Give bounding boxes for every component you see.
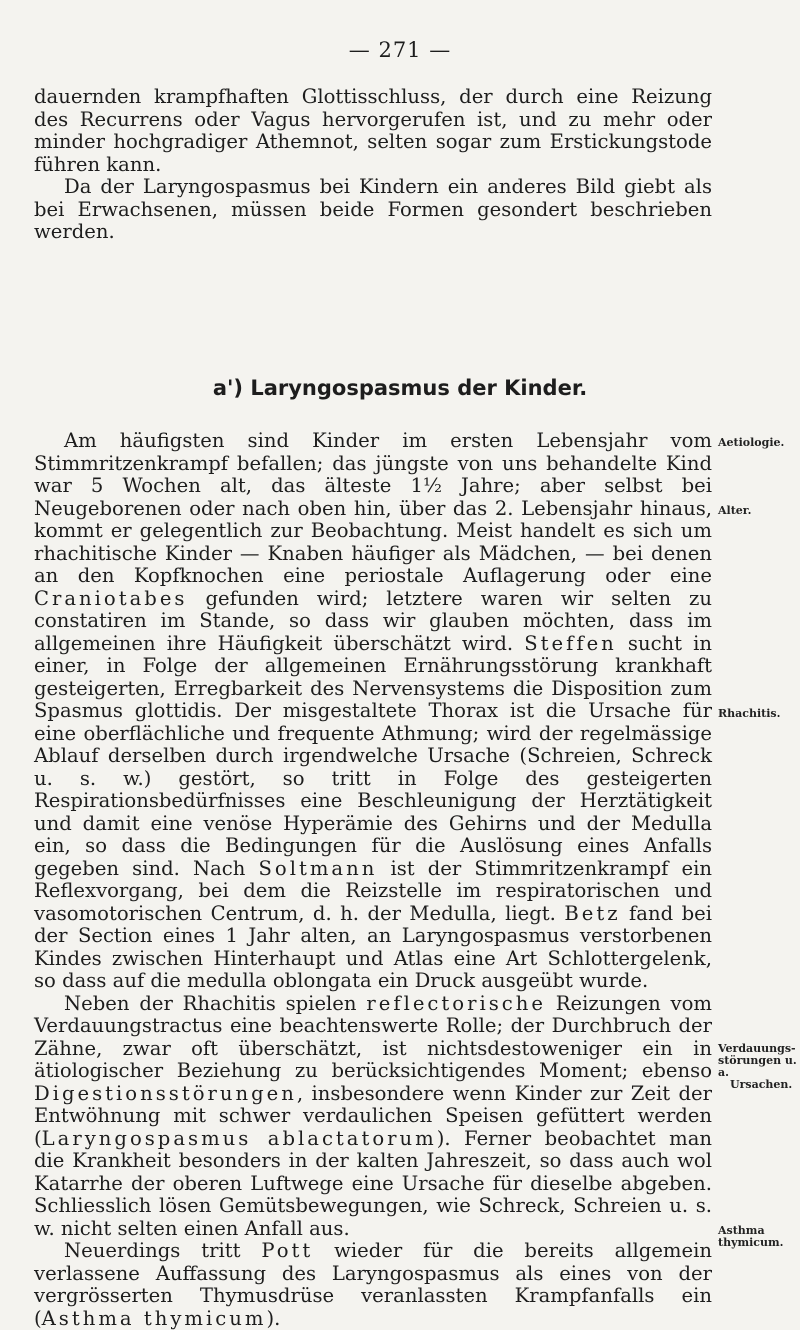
paragraph-1-text: Am häufigsten sind Kinder im ersten Lebensjahr vom Stimmritzenkrampf befallen; das jüngste von uns behandelte Kind war 5 Wochen alt, das älteste 1½ Jahre; aber selbst bei Neugeborenen oder nach oben hin, über das 2. Lebensjahr hinaus, kommt er gelegentlich zur Beobachtung. Meist handelt es sich um rhachitische Kinder — Knaben häufiger als Mädchen, — bei denen an den Kopfknochen eine periostale Auflagerung oder eine bbox=[34, 429, 712, 587]
margin-note-rhachitis: Rhachitis. bbox=[718, 707, 781, 720]
margin-note-asthma-line-1: Asthma bbox=[718, 1224, 765, 1237]
term-reflectorische: reflectorische bbox=[366, 991, 546, 1015]
margin-note-asthma-line-2: thymicum. bbox=[718, 1236, 784, 1249]
author-betz: Betz bbox=[564, 901, 621, 925]
intro-paragraph-1: dauernden krampfhaften Glottisschluss, der durch eine Reizung des Recurrens oder Vagus hervorgerufen ist, und zu mehr oder minder hochgradiger Athemnot, selten sogar zum Erstickungstode führen kann. bbox=[34, 85, 712, 176]
term-craniotabes: Craniotabes bbox=[34, 586, 188, 610]
author-pott: Pott bbox=[261, 1239, 314, 1262]
paragraph-2-text: , insbesondere wenn Kinder zur Zeit der Entwöhnung mit schwer verdaulichen Speisen gefüttert werden ( bbox=[34, 1081, 712, 1150]
term-asthma-thymicum: Asthma thymicum bbox=[41, 1306, 267, 1330]
paragraph-2-text: Reizungen vom Verdauungstractus eine beachtenswerte Rolle; der Durchbruch der Zähne, zwar oft überschätzt, ist nichtsdestoweniger ein in ätiologischer Beziehung zu berücksichtigendes Moment; ebenso bbox=[34, 991, 712, 1082]
author-soltmann: Soltmann bbox=[258, 856, 378, 880]
page-number: — 271 — bbox=[348, 38, 452, 62]
margin-note-alter: Alter. bbox=[718, 504, 752, 517]
margin-note-verdauung bbox=[718, 1043, 798, 1091]
section-heading: a') Laryngospasmus der Kinder. bbox=[212, 376, 588, 400]
intro-paragraph-2: Da der Laryngospasmus bei Kindern ein anderes Bild giebt als bei Erwachsenen, müssen beide Formen gesondert beschrieben werden. bbox=[34, 175, 712, 243]
margin-note-aetiologie: Aetiologie. bbox=[718, 436, 785, 449]
margin-note-verdauung-line-2: störungen u. a. bbox=[718, 1054, 797, 1079]
paragraph-3-text: wieder für die bereits allgemein verlassene Auffassung des Laryngospasmus als eines von der vergrösserten Thymusdrüse veranlassten Krampfanfalls ein ( bbox=[34, 1239, 712, 1330]
paragraph-1-text: sucht in einer, in Folge der allgemeinen Ernährungsstörung krankhaft gesteigerten, Erregbarkeit des Nervensystems die Disposition zum Spasmus glottidis. Der misgestaltete Thorax ist die Ursache für eine oberflächliche und frequente Athmung; wird der regelmässige Ablauf derselben durch irgendwelche Ursache (Schreien, Schreck u. s. w.) gestört, so tritt in Folge des gesteigerten Respirationsbedürfnisses eine Beschleunigung der Herztätigkeit und damit eine venöse Hyperämie des Gehirns und der Medulla ein, so dass die Bedingungen für die Auslösung eines Anfalls gegeben sind. Nach bbox=[34, 631, 712, 880]
paragraph-1-text: ist der Stimmritzenkrampf ein Reflexvorgang, bei dem die Reizstelle im respiratorischen und vasomotorischen Centrum, d. h. der Medulla, liegt. bbox=[34, 856, 712, 925]
margin-note-verdauung-line-3: Ursachen. bbox=[730, 1078, 793, 1091]
paragraph-1 bbox=[34, 430, 712, 993]
term-laryngospasmus-ablactatorum: Laryngospasmus ablactatorum bbox=[41, 1126, 437, 1150]
paragraph-2-text: ). Ferner beobachtet man die Krankheit besonders in der kalten Jahreszeit, so dass auch wol Katarrhe der oberen Luftwege eine Ursache für dieselbe abgeben. Schliesslich lösen Gemütsbewegungen, wie Schreck, Schreien u. s. w. nicht selten einen Anfall aus. bbox=[34, 1126, 713, 1240]
paragraph-3-text: ). bbox=[266, 1306, 281, 1330]
body-text bbox=[34, 430, 712, 1330]
paragraph-3-text: Neuerdings tritt bbox=[64, 1239, 262, 1262]
paragraph-1-text: fand bei der Section eines 1 Jahr alten, an Laryngospasmus verstorbenen Kindes zwischen Hinterhaupt und Atlas eine Art Schlottergelenk, so dass auf die medulla oblongata ein Druck ausgeübt wurde. bbox=[34, 901, 712, 992]
paragraph-1-text: gefunden wird; letztere waren wir selten zu constatiren im Stande, so dass wir glauben möchten, dass im allgemeinen ihre Häufigkeit überschätzt wird. bbox=[34, 586, 712, 655]
margin-note-asthma bbox=[718, 1225, 798, 1249]
paragraph-2 bbox=[34, 993, 712, 1241]
margin-note-verdauung-line-1: Verdauungs- bbox=[718, 1042, 796, 1055]
intro-text bbox=[34, 86, 712, 244]
author-steffen: Steffen bbox=[524, 631, 617, 655]
term-digestionsstoerungen: Digestionsstörungen bbox=[34, 1081, 297, 1105]
paragraph-3 bbox=[34, 1240, 712, 1330]
paragraph-2-text: Neben der Rhachitis spielen bbox=[64, 991, 367, 1015]
